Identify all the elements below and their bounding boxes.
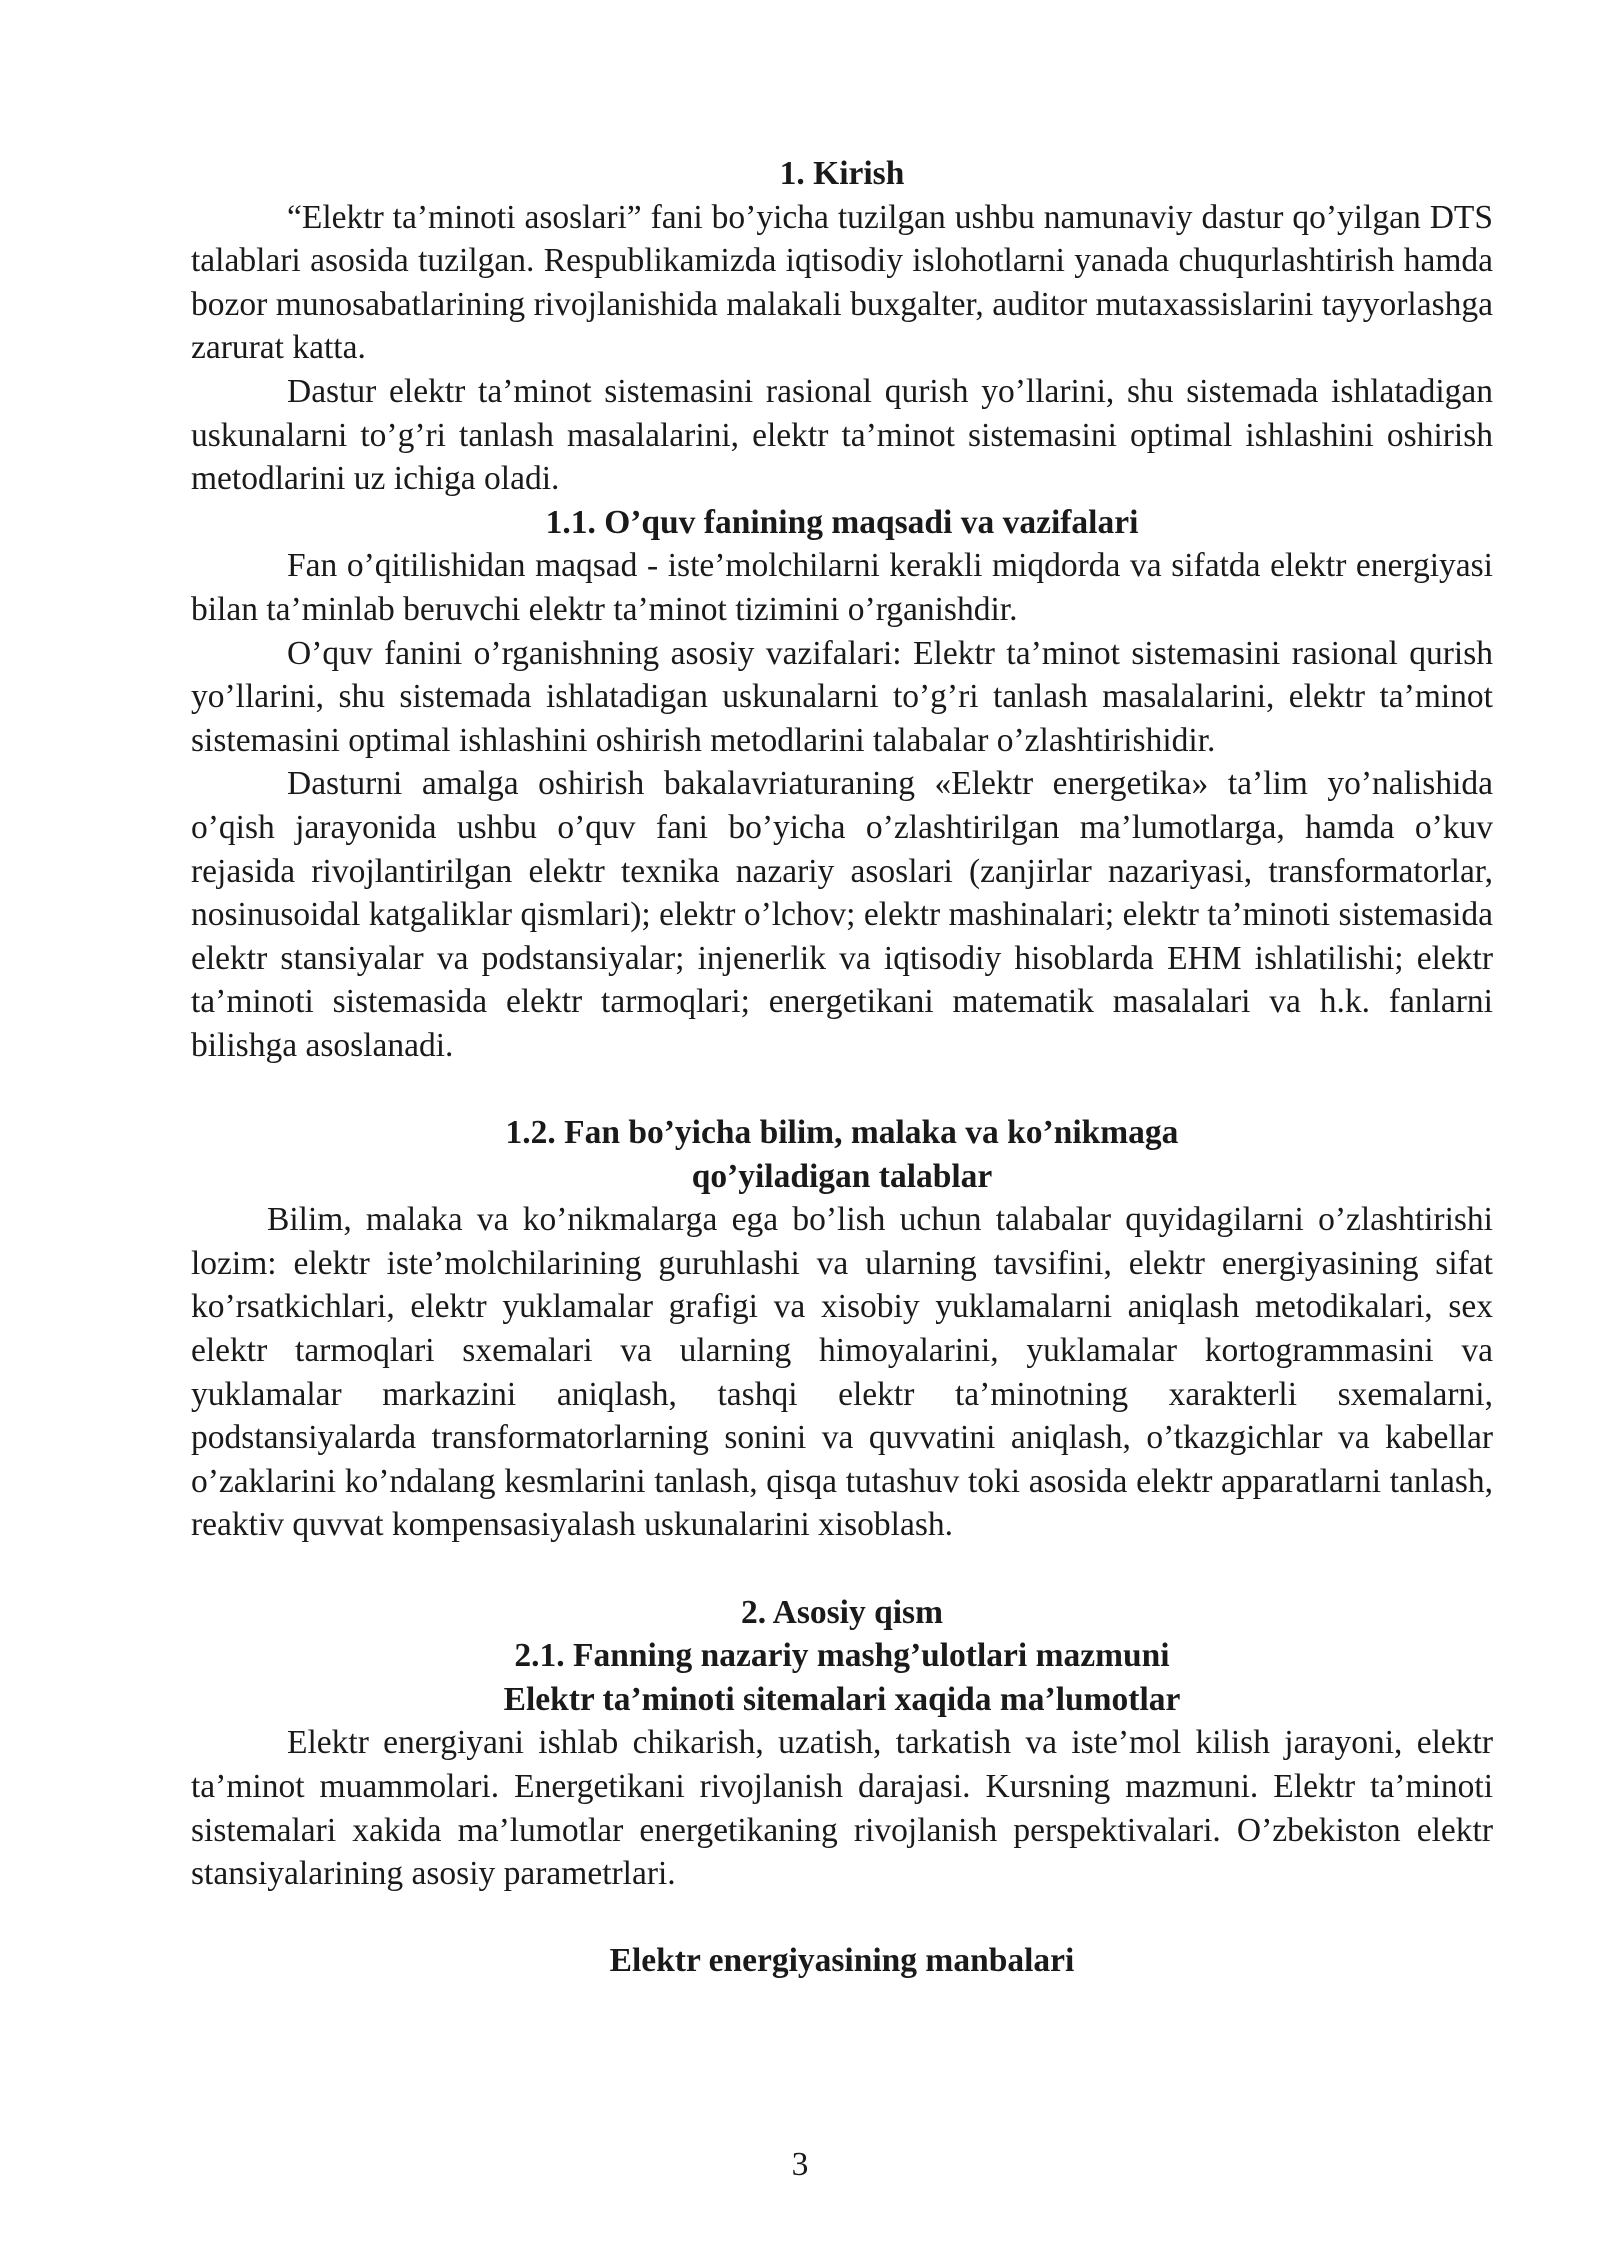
skills-paragraph: Bilim, malaka va ko’nikmalarga ega bo’lish uchun talabalar quyidagilarni o’zlashtirishi lozim: elektr iste’molchilarining guruhlashi va ularning tavsifini, elektr energiyasining sifat ko’rsatkichlari, elektr yuklamalar grafigi va xisobiy yuklamalarni aniqlash metodikalari, sex elektr tarmoqlari sxemalari va ularning himoyalarini, yuklamalar kortogrammasini va yuklamalar markazini aniqlash, tashqi elektr ta’minotning xarakterli sxemalarni, podstansiyalarda transformatorlarning sonini va quvvatini aniqlash, o’tkazgichlar va kabellar o’zaklarini ko’ndalang kesmlarini tanlash, qisqa tutashuv toki asosida elektr apparatlarni tanlash, reaktiv quvvat kompensasiyalash uskunalarini xisoblash.: [191, 1201, 1493, 1544]
spacer: [191, 1896, 1493, 1940]
spacer: [191, 1547, 1493, 1591]
goals-paragraph-3: Dasturni amalga oshirish bakalavriaturaning «Elektr energetika» ta’lim yo’nalishida o’qish jarayonida ushbu o’quv fani bo’yicha o’zlashtirilgan ma’lumotlarga, hamda o’kuv rejasida rivojlantirilgan elektr texnika nazariy asoslari (zanjirlar nazariyasi, transformatorlar, nosinusoidal katgaliklar qismlari); elektr o’lchov; elektr mashinalari; elektr ta’minoti sistemasida elektr stansiyalar va podstansiyalar; injenerlik va iqtisodiy hisoblarda EHM ishlatilishi; elektr ta’minoti sistemasida elektr tarmoqlari; energetikani matematik masalalari va h.k. fanlarni bilishga asoslanadi.: [191, 765, 1493, 1064]
skills-heading-line-2: qo’yiladigan talablar: [691, 1157, 993, 1195]
page-number: 3: [791, 2146, 809, 2183]
goals-paragraph-2: O’quv fanini o’rganishning asosiy vazifalari: Elektr ta’minot sistemasini rasional qurish yo’llarini, shu sistemada ishlatadigan uskunalarni to’g’ri tanlash masalalarini, elektr ta’minot sistemasini optimal ishlashini oshirish metodlarini talabalar o’zlashtirishidir.: [191, 634, 1493, 759]
info-paragraph: Elektr energiyani ishlab chikarish, uzatish, tarkatish va iste’mol kilish jarayoni, elektr ta’minot muammolari. Energetikani rivojlanish darajasi. Kursning mazmuni. Elektr ta’minoti sistemalari xakida ma’lumotlar energetikaning rivojlanish perspektivalari. O’zbekiston elektr stansiyalarining asosiy parametrlari.: [191, 1724, 1493, 1893]
goals-heading: 1.1. O’quv fanining maqsadi va vazifalari: [545, 503, 1139, 541]
theory-heading: 2.1. Fanning nazariy mashg’ulotlari mazmuni: [514, 1637, 1170, 1675]
document-page: [191, 152, 1493, 1983]
intro-paragraph-1: “Elektr ta’minoti asoslari” fani bo’yicha tuzilgan ushbu namunaviy dastur qo’yilgan DTS talablari asosida tuzilgan. Respublikamizda iqtisodiy islohotlarni yanada chuqurlashtirish hamda bozor munosabatlarining rivojlanishida malakali buxgalter, auditor mutaxassislarini tayyorlashga zarurat katta.: [191, 198, 1493, 367]
sources-heading: Elektr energiyasining manbalari: [609, 1942, 1075, 1980]
intro-paragraph-2: Dastur elektr ta’minot sistemasini rasional qurish yo’llarini, shu sistemada ishlatadigan uskunalarni to’g’ri tanlash masalalarini, elektr ta’minot sistemasini optimal ishlashini oshirish metodlarini uz ichiga oladi.: [191, 372, 1493, 498]
skills-heading-line-1: 1.2. Fan bo’yicha bilim, malaka va ko’nikmaga: [505, 1114, 1179, 1152]
main-part-heading: 2. Asosiy qism: [741, 1593, 943, 1631]
info-heading: Elektr ta’minoti sitemalari xaqida ma’lumotlar: [503, 1680, 1181, 1718]
spacer: [191, 1067, 1493, 1111]
goals-paragraph-1: Fan o’qitilishidan maqsad - iste’molchilarni kerakli miqdorda va sifatda elektr energiyasi bilan ta’minlab beruvchi elektr ta’minot tizimini o’rganishdir.: [191, 547, 1493, 628]
intro-heading: 1. Kirish: [779, 155, 905, 192]
